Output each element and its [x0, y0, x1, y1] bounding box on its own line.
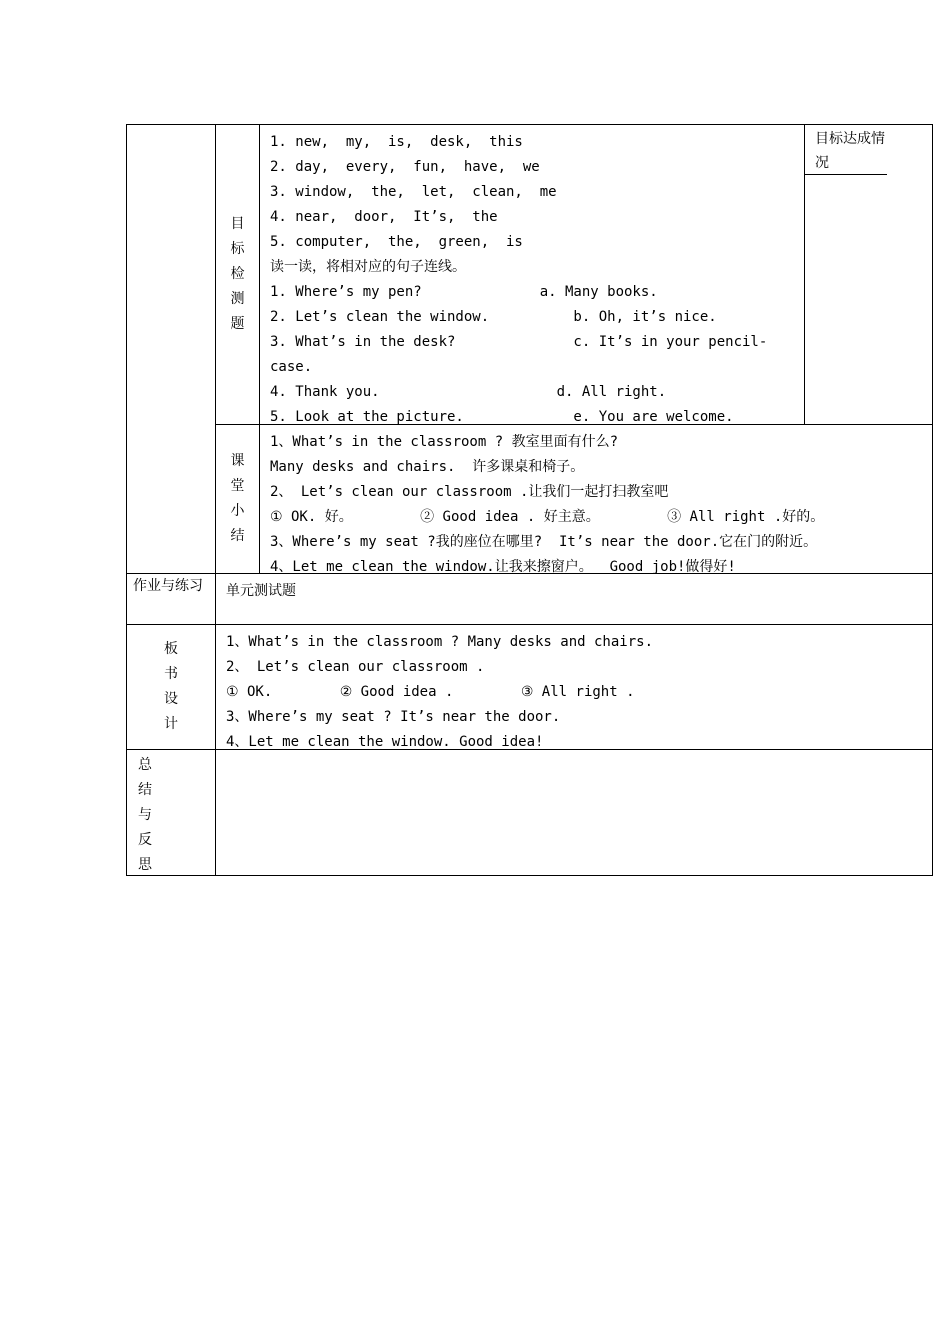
- class-summary-label: 课堂小结: [215, 424, 260, 574]
- board-line: 3、Where’s my seat ? It’s near the door.: [226, 709, 561, 725]
- board-design-content: [215, 624, 933, 750]
- class-summary-line: ① OK. 好。 ② Good idea . 好主意。 ③ All right .好的。: [270, 509, 825, 525]
- board-line: ① OK. ② Good idea . ③ All right .: [226, 684, 635, 700]
- class-summary-line: 2、 Let’s clean our classroom .让我们一起打扫教室吧: [270, 484, 669, 500]
- reflection-label: 总结与反思: [126, 749, 216, 876]
- goal-test-instruction: 读一读，将相对应的句子连线。: [270, 259, 466, 275]
- class-summary-line: 3、Where’s my seat ?我的座位在哪里? It’s near the door.它在门的附近。: [270, 534, 818, 550]
- homework-text: 单元测试题: [226, 583, 296, 599]
- goal-test-line: 4. Thank you. d. All right.: [270, 384, 667, 400]
- goal-status-label: 目标达成情况: [805, 125, 887, 175]
- blank-left-column: [126, 124, 216, 574]
- goal-test-line: 5. Look at the picture. e. You are welcome.: [270, 409, 734, 425]
- board-line: 4、Let me clean the window. Good idea!: [226, 734, 544, 750]
- goal-status-blank: [805, 175, 932, 424]
- class-summary-line: 1、What’s in the classroom ? 教室里面有什么?: [270, 434, 619, 450]
- lesson-plan-table: [126, 124, 932, 875]
- class-summary-line: Many desks and chairs. 许多课桌和椅子。: [270, 459, 585, 475]
- class-summary-content: [259, 424, 933, 574]
- class-summary-line: 4、Let me clean the window.让我来擦窗户。 Good job!做得好!: [270, 559, 736, 574]
- board-line: 2、 Let’s clean our classroom .: [226, 659, 485, 675]
- homework-content: [215, 573, 933, 625]
- reflection-content: [215, 749, 933, 876]
- goal-test-line: 3. What’s in the desk? c. It’s in your pencil-: [270, 334, 768, 350]
- goal-test-line: 5. computer, the, green, is: [270, 234, 523, 250]
- goal-test-line: case.: [270, 359, 313, 375]
- goal-test-line: 2. Let’s clean the window. b. Oh, it’s nice.: [270, 309, 717, 325]
- homework-label: 作业与练习: [126, 573, 216, 625]
- goal-test-line: 1. Where’s my pen? a. Many books.: [270, 284, 658, 300]
- goal-test-line: 3. window, the, let, clean, me: [270, 184, 557, 200]
- goal-status-cell: [804, 124, 933, 425]
- goal-test-label: 目标检测题: [215, 124, 260, 425]
- goal-test-content: [259, 124, 805, 425]
- goal-test-line: 4. near, door, It’s, the: [270, 209, 498, 225]
- goal-test-line: 1. new, my, is, desk, this: [270, 134, 523, 150]
- board-line: 1、What’s in the classroom ? Many desks and chairs.: [226, 634, 654, 650]
- board-design-label: 板书设计: [126, 624, 216, 750]
- goal-test-line: 2. day, every, fun, have, we: [270, 159, 540, 175]
